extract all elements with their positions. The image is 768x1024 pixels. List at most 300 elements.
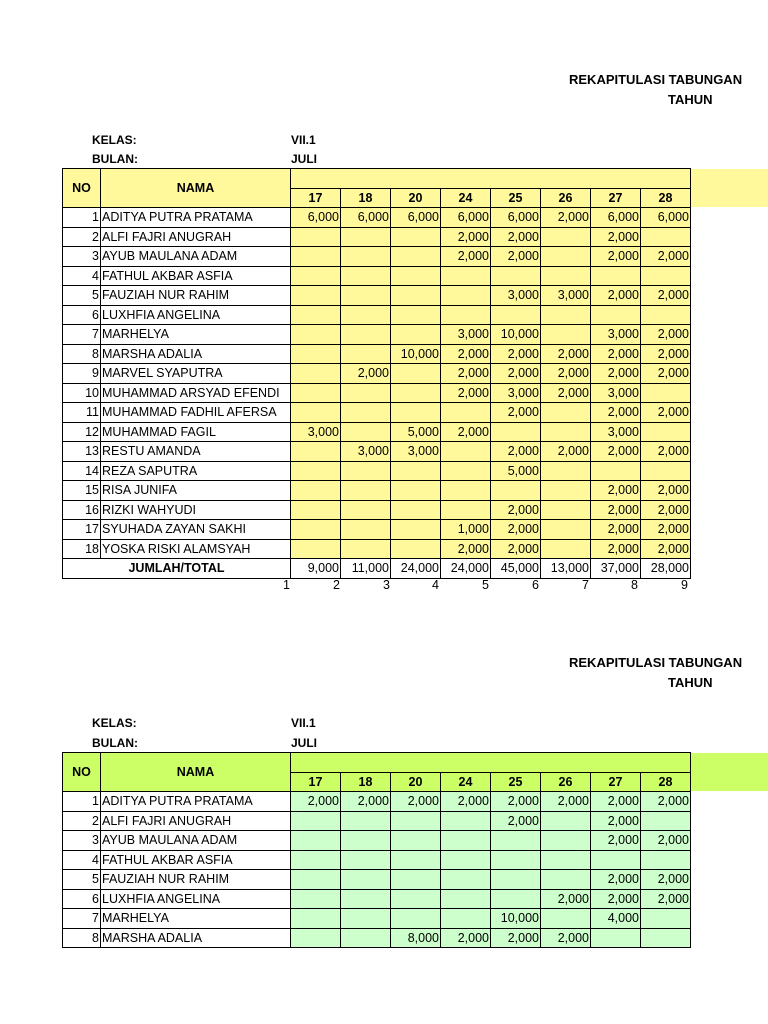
- date-header-cell: 24: [441, 188, 491, 208]
- table-row: [63, 364, 691, 384]
- student-name: SYUHADA ZAYAN SAKHI: [101, 520, 291, 540]
- table-row: [63, 305, 691, 325]
- student-name: YOSKA RISKI ALAMSYAH: [101, 539, 291, 559]
- date-header-cell: 20: [391, 772, 441, 792]
- table-row: [63, 909, 691, 929]
- deposit-cell: [391, 539, 441, 559]
- deposit-cell: [341, 461, 391, 481]
- deposit-cell: [391, 325, 441, 345]
- deposit-cell: 6,000: [641, 208, 691, 228]
- deposit-cell: [641, 850, 691, 870]
- student-name: MARVEL SYAPUTRA: [101, 364, 291, 384]
- deposit-cell: 2,000: [591, 481, 641, 501]
- column-index: 9: [681, 578, 688, 592]
- table-row: [63, 811, 691, 831]
- title-line-1: REKAPITULASI TABUNGAN: [569, 655, 743, 670]
- deposit-cell: [491, 870, 541, 890]
- date-header-cell: 18: [341, 772, 391, 792]
- deposit-cell: [391, 870, 441, 890]
- deposit-cell: [291, 403, 341, 423]
- deposit-cell: [291, 928, 341, 948]
- deposit-cell: [591, 266, 641, 286]
- deposit-cell: 2,000: [641, 792, 691, 812]
- deposit-cell: [641, 266, 691, 286]
- deposit-cell: [391, 266, 441, 286]
- deposit-cell: [441, 909, 491, 929]
- row-number: 9: [63, 364, 101, 384]
- deposit-cell: [291, 442, 341, 462]
- date-header-cell: 17: [291, 188, 341, 208]
- total-cell: 28,000: [641, 559, 691, 579]
- deposit-cell: 2,000: [541, 442, 591, 462]
- total-cell: 13,000: [541, 559, 591, 579]
- deposit-cell: 8,000: [391, 928, 441, 948]
- table-row: [63, 500, 691, 520]
- row-number: 7: [63, 909, 101, 929]
- deposit-cell: 2,000: [591, 442, 641, 462]
- deposit-cell: 3,000: [591, 422, 641, 442]
- header-overflow-band-1: [690, 169, 768, 207]
- deposit-cell: [541, 305, 591, 325]
- deposit-cell: [541, 227, 591, 247]
- deposit-cell: [541, 811, 591, 831]
- student-name: AYUB MAULANA ADAM: [101, 247, 291, 267]
- deposit-cell: [441, 500, 491, 520]
- deposit-cell: [341, 422, 391, 442]
- deposit-cell: [541, 870, 591, 890]
- deposit-cell: 2,000: [641, 870, 691, 890]
- deposit-cell: [641, 422, 691, 442]
- table-row: [63, 325, 691, 345]
- deposit-cell: 2,000: [641, 325, 691, 345]
- deposit-cell: 2,000: [591, 500, 641, 520]
- deposit-cell: [541, 266, 591, 286]
- deposit-cell: [291, 870, 341, 890]
- total-cell: 24,000: [391, 559, 441, 579]
- deposit-cell: 2,000: [491, 792, 541, 812]
- savings-table-2: [62, 752, 691, 948]
- total-cell: 9,000: [291, 559, 341, 579]
- deposit-cell: 6,000: [341, 208, 391, 228]
- deposit-cell: [291, 520, 341, 540]
- column-index: 2: [333, 578, 340, 592]
- deposit-cell: [391, 227, 441, 247]
- deposit-cell: [291, 831, 341, 851]
- table-row: [63, 422, 691, 442]
- deposit-cell: 4,000: [591, 909, 641, 929]
- student-name: MUHAMMAD FADHIL AFERSA: [101, 403, 291, 423]
- table-row: [63, 850, 691, 870]
- title-line-1: REKAPITULASI TABUNGAN: [569, 72, 743, 87]
- deposit-cell: [291, 227, 341, 247]
- date-header-band: [291, 169, 691, 189]
- deposit-cell: [341, 266, 391, 286]
- table-row: [63, 227, 691, 247]
- deposit-cell: 2,000: [591, 247, 641, 267]
- date-header-cell: 28: [641, 188, 691, 208]
- deposit-cell: [541, 520, 591, 540]
- date-header-cell: 20: [391, 188, 441, 208]
- deposit-cell: 2,000: [591, 792, 641, 812]
- student-name: AYUB MAULANA ADAM: [101, 831, 291, 851]
- student-name: MARHELYA: [101, 909, 291, 929]
- deposit-cell: 2,000: [491, 247, 541, 267]
- deposit-cell: [391, 481, 441, 501]
- deposit-cell: 6,000: [291, 208, 341, 228]
- deposit-cell: [441, 442, 491, 462]
- deposit-cell: 2,000: [591, 286, 641, 306]
- deposit-cell: 3,000: [541, 286, 591, 306]
- column-index: 4: [432, 578, 439, 592]
- total-cell: 37,000: [591, 559, 641, 579]
- table-row: [63, 266, 691, 286]
- deposit-cell: [541, 539, 591, 559]
- student-name: MUHAMMAD FAGIL: [101, 422, 291, 442]
- deposit-cell: 2,000: [491, 520, 541, 540]
- deposit-cell: 2,000: [491, 442, 541, 462]
- deposit-cell: [391, 461, 441, 481]
- table-row: [63, 208, 691, 228]
- student-name: LUXHFIA ANGELINA: [101, 889, 291, 909]
- column-index: 7: [582, 578, 589, 592]
- deposit-cell: [541, 422, 591, 442]
- row-number: 4: [63, 850, 101, 870]
- table-row: [63, 481, 691, 501]
- table-row: [63, 247, 691, 267]
- deposit-cell: 2,000: [441, 422, 491, 442]
- deposit-cell: [541, 247, 591, 267]
- bulan-value: JULI: [291, 736, 318, 750]
- deposit-cell: 2,000: [441, 344, 491, 364]
- date-header-band: [291, 753, 691, 773]
- deposit-cell: [541, 461, 591, 481]
- deposit-cell: [541, 500, 591, 520]
- col-header-nama: NAMA: [101, 753, 291, 792]
- deposit-cell: [391, 909, 441, 929]
- deposit-cell: [641, 811, 691, 831]
- row-number: 16: [63, 500, 101, 520]
- deposit-cell: 2,000: [591, 403, 641, 423]
- deposit-cell: [391, 850, 441, 870]
- row-number: 8: [63, 344, 101, 364]
- deposit-cell: [391, 811, 441, 831]
- col-header-no: NO: [63, 753, 101, 792]
- title-line-2: TAHUN: [668, 92, 713, 107]
- deposit-cell: [291, 383, 341, 403]
- deposit-cell: [391, 403, 441, 423]
- deposit-cell: [291, 305, 341, 325]
- deposit-cell: [341, 344, 391, 364]
- deposit-cell: 2,000: [641, 539, 691, 559]
- deposit-cell: [641, 909, 691, 929]
- deposit-cell: [491, 305, 541, 325]
- deposit-cell: 2,000: [641, 889, 691, 909]
- deposit-cell: 2,000: [541, 928, 591, 948]
- deposit-cell: 2,000: [591, 520, 641, 540]
- deposit-cell: [491, 889, 541, 909]
- deposit-cell: 2,000: [641, 442, 691, 462]
- row-number: 10: [63, 383, 101, 403]
- deposit-cell: [291, 286, 341, 306]
- deposit-cell: 2,000: [591, 227, 641, 247]
- date-header-cell: 17: [291, 772, 341, 792]
- deposit-cell: [341, 325, 391, 345]
- table-row: [63, 928, 691, 948]
- deposit-cell: 2,000: [591, 364, 641, 384]
- deposit-cell: 2,000: [591, 831, 641, 851]
- deposit-cell: [541, 850, 591, 870]
- bulan-label: BULAN:: [92, 152, 138, 166]
- row-number: 1: [63, 792, 101, 812]
- kelas-label: KELAS:: [92, 716, 137, 730]
- row-number: 5: [63, 286, 101, 306]
- bulan-value: JULI: [291, 152, 318, 166]
- deposit-cell: [391, 286, 441, 306]
- deposit-cell: 2,000: [491, 364, 541, 384]
- deposit-cell: 2,000: [641, 344, 691, 364]
- student-name: ALFI FAJRI ANUGRAH: [101, 227, 291, 247]
- student-name: RIZKI WAHYUDI: [101, 500, 291, 520]
- deposit-cell: 2,000: [641, 403, 691, 423]
- deposit-cell: [391, 247, 441, 267]
- deposit-cell: 5,000: [391, 422, 441, 442]
- deposit-cell: 3,000: [491, 383, 541, 403]
- date-header-cell: 26: [541, 188, 591, 208]
- deposit-cell: 3,000: [591, 325, 641, 345]
- row-number: 3: [63, 247, 101, 267]
- deposit-cell: 5,000: [491, 461, 541, 481]
- report-title-1: [560, 72, 743, 112]
- deposit-cell: [441, 811, 491, 831]
- row-number: 18: [63, 539, 101, 559]
- deposit-cell: 2,000: [491, 811, 541, 831]
- column-index: 5: [482, 578, 489, 592]
- student-name: FAUZIAH NUR RAHIM: [101, 870, 291, 890]
- student-name: FATHUL AKBAR ASFIA: [101, 850, 291, 870]
- deposit-cell: [341, 811, 391, 831]
- column-index: 6: [532, 578, 539, 592]
- kelas-label: KELAS:: [92, 133, 137, 147]
- deposit-cell: 3,000: [441, 325, 491, 345]
- row-number: 2: [63, 227, 101, 247]
- deposit-cell: 2,000: [641, 247, 691, 267]
- deposit-cell: 2,000: [641, 286, 691, 306]
- deposit-cell: [491, 266, 541, 286]
- table-row: [63, 286, 691, 306]
- deposit-cell: [391, 831, 441, 851]
- deposit-cell: [341, 909, 391, 929]
- deposit-cell: [591, 461, 641, 481]
- deposit-cell: [391, 500, 441, 520]
- kelas-value: VII.1: [291, 133, 316, 147]
- deposit-cell: [341, 831, 391, 851]
- row-number: 5: [63, 870, 101, 890]
- deposit-cell: 2,000: [491, 403, 541, 423]
- table-row: [63, 870, 691, 890]
- row-number: 15: [63, 481, 101, 501]
- deposit-cell: [341, 247, 391, 267]
- row-number: 7: [63, 325, 101, 345]
- student-name: FATHUL AKBAR ASFIA: [101, 266, 291, 286]
- student-name: MUHAMMAD ARSYAD EFENDI: [101, 383, 291, 403]
- table-row: [63, 520, 691, 540]
- table-row: [63, 344, 691, 364]
- date-header-cell: 18: [341, 188, 391, 208]
- date-header-cell: 28: [641, 772, 691, 792]
- row-number: 8: [63, 928, 101, 948]
- deposit-cell: 3,000: [291, 422, 341, 442]
- deposit-cell: 2,000: [591, 539, 641, 559]
- total-cell: 11,000: [341, 559, 391, 579]
- deposit-cell: 2,000: [391, 792, 441, 812]
- deposit-cell: 2,000: [541, 383, 591, 403]
- row-number: 17: [63, 520, 101, 540]
- deposit-cell: 6,000: [391, 208, 441, 228]
- deposit-cell: 2,000: [591, 811, 641, 831]
- deposit-cell: [641, 928, 691, 948]
- table-row: [63, 539, 691, 559]
- deposit-cell: 2,000: [591, 344, 641, 364]
- deposit-cell: [291, 539, 341, 559]
- student-name: RESTU AMANDA: [101, 442, 291, 462]
- date-header-cell: 27: [591, 772, 641, 792]
- deposit-cell: 3,000: [391, 442, 441, 462]
- table-row: [63, 442, 691, 462]
- deposit-cell: [441, 403, 491, 423]
- row-number: 13: [63, 442, 101, 462]
- deposit-cell: 1,000: [441, 520, 491, 540]
- deposit-cell: [341, 403, 391, 423]
- table-row: [63, 461, 691, 481]
- deposit-cell: [341, 500, 391, 520]
- deposit-cell: 2,000: [541, 889, 591, 909]
- student-name: REZA SAPUTRA: [101, 461, 291, 481]
- row-number: 14: [63, 461, 101, 481]
- deposit-cell: [541, 831, 591, 851]
- row-number: 2: [63, 811, 101, 831]
- row-number: 4: [63, 266, 101, 286]
- deposit-cell: 2,000: [441, 928, 491, 948]
- deposit-cell: 2,000: [541, 364, 591, 384]
- deposit-cell: [441, 461, 491, 481]
- deposit-cell: [441, 850, 491, 870]
- deposit-cell: 2,000: [491, 500, 541, 520]
- deposit-cell: 2,000: [541, 344, 591, 364]
- deposit-cell: [441, 286, 491, 306]
- deposit-cell: 3,000: [341, 442, 391, 462]
- deposit-cell: [391, 520, 441, 540]
- deposit-cell: [441, 870, 491, 890]
- column-index: 1: [283, 578, 290, 592]
- deposit-cell: [341, 383, 391, 403]
- student-name: LUXHFIA ANGELINA: [101, 305, 291, 325]
- deposit-cell: [291, 481, 341, 501]
- deposit-cell: [491, 422, 541, 442]
- row-number: 3: [63, 831, 101, 851]
- deposit-cell: [641, 383, 691, 403]
- student-name: ADITYA PUTRA PRATAMA: [101, 208, 291, 228]
- deposit-cell: [291, 500, 341, 520]
- student-name: MARSHA ADALIA: [101, 928, 291, 948]
- deposit-cell: 2,000: [341, 364, 391, 384]
- deposit-cell: 10,000: [391, 344, 441, 364]
- deposit-cell: [291, 364, 341, 384]
- deposit-cell: [291, 325, 341, 345]
- table-row: [63, 889, 691, 909]
- total-cell: 45,000: [491, 559, 541, 579]
- deposit-cell: [341, 870, 391, 890]
- deposit-cell: [291, 344, 341, 364]
- deposit-cell: 2,000: [491, 539, 541, 559]
- table-row: [63, 383, 691, 403]
- deposit-cell: [291, 811, 341, 831]
- table-row: [63, 403, 691, 423]
- student-name: MARHELYA: [101, 325, 291, 345]
- deposit-cell: 2,000: [491, 227, 541, 247]
- deposit-cell: [341, 305, 391, 325]
- total-cell: 24,000: [441, 559, 491, 579]
- kelas-value: VII.1: [291, 716, 316, 730]
- deposit-cell: [541, 481, 591, 501]
- col-header-no: NO: [63, 169, 101, 208]
- deposit-cell: 10,000: [491, 909, 541, 929]
- deposit-cell: [341, 539, 391, 559]
- deposit-cell: 2,000: [441, 539, 491, 559]
- row-number: 11: [63, 403, 101, 423]
- deposit-cell: [641, 305, 691, 325]
- deposit-cell: [491, 481, 541, 501]
- table-row: [63, 792, 691, 812]
- deposit-cell: [391, 889, 441, 909]
- deposit-cell: [591, 850, 641, 870]
- row-number: 1: [63, 208, 101, 228]
- deposit-cell: [441, 481, 491, 501]
- deposit-cell: 2,000: [291, 792, 341, 812]
- deposit-cell: [391, 364, 441, 384]
- deposit-cell: [291, 909, 341, 929]
- deposit-cell: 2,000: [641, 520, 691, 540]
- deposit-cell: 2,000: [641, 500, 691, 520]
- col-header-nama: NAMA: [101, 169, 291, 208]
- deposit-cell: 2,000: [591, 870, 641, 890]
- deposit-cell: [641, 227, 691, 247]
- student-name: ADITYA PUTRA PRATAMA: [101, 792, 291, 812]
- deposit-cell: 2,000: [491, 928, 541, 948]
- row-number: 12: [63, 422, 101, 442]
- date-header-cell: 25: [491, 188, 541, 208]
- deposit-cell: 6,000: [491, 208, 541, 228]
- student-name: RISA JUNIFA: [101, 481, 291, 501]
- deposit-cell: [441, 831, 491, 851]
- deposit-cell: 2,000: [591, 889, 641, 909]
- deposit-cell: [291, 247, 341, 267]
- deposit-cell: [641, 461, 691, 481]
- deposit-cell: 2,000: [441, 383, 491, 403]
- deposit-cell: [441, 266, 491, 286]
- deposit-cell: [591, 928, 641, 948]
- date-header-cell: 26: [541, 772, 591, 792]
- deposit-cell: 3,000: [491, 286, 541, 306]
- deposit-cell: 2,000: [441, 792, 491, 812]
- deposit-cell: [341, 928, 391, 948]
- deposit-cell: [291, 266, 341, 286]
- date-header-cell: 27: [591, 188, 641, 208]
- student-name: ALFI FAJRI ANUGRAH: [101, 811, 291, 831]
- deposit-cell: [291, 461, 341, 481]
- deposit-cell: [341, 850, 391, 870]
- report-title-2: [560, 655, 743, 695]
- deposit-cell: [491, 850, 541, 870]
